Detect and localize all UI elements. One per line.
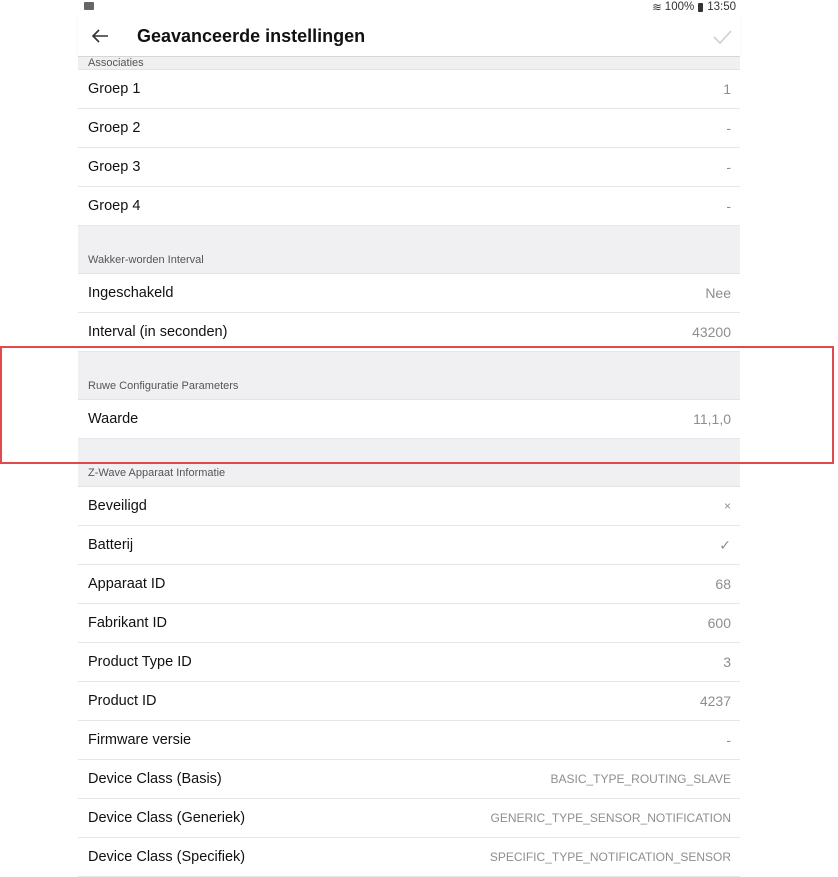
section-header-zwave-info (78, 439, 740, 487)
list-item-groep-1[interactable] (78, 70, 740, 109)
row-label: Device Class (Basis) (88, 771, 222, 787)
app-bar (78, 14, 740, 57)
row-value: - (726, 120, 731, 136)
list-item-device-class-specifiek[interactable] (78, 838, 740, 877)
row-label: Device Class (Specifiek) (88, 849, 246, 865)
clock: 13:50 (707, 1, 736, 13)
section-header-wakeup (78, 226, 740, 274)
row-value: 11,1,0 (693, 411, 731, 427)
list-item-batterij[interactable] (78, 526, 740, 565)
battery-percent: 100% (664, 1, 695, 13)
list-item-beveiligd[interactable] (78, 487, 740, 526)
row-value: 43200 (692, 324, 731, 340)
row-label: Product Type ID (88, 654, 192, 670)
list-item-ingeschakeld[interactable] (78, 274, 740, 313)
settings-list (78, 57, 740, 877)
row-label: Apparaat ID (88, 576, 166, 592)
row-label: Waarde (88, 411, 139, 427)
row-value: 1 (723, 81, 731, 97)
section-header-raw-config (78, 352, 740, 400)
notification-icon (84, 2, 94, 10)
section-title: Z-Wave Apparaat Informatie (88, 467, 226, 479)
check-icon (712, 29, 732, 45)
row-value: Nee (705, 285, 731, 301)
row-label: Groep 2 (88, 120, 141, 136)
row-label: Ingeschakeld (88, 285, 174, 301)
arrow-left-icon (91, 28, 109, 44)
row-label: Groep 1 (88, 81, 141, 97)
list-item-interval[interactable] (78, 313, 740, 352)
section-title: Associaties (88, 57, 144, 69)
row-value: - (726, 198, 731, 214)
row-label: Batterij (88, 537, 134, 553)
row-label: Firmware versie (88, 732, 192, 748)
row-label: Interval (in seconden) (88, 324, 228, 340)
row-label: Groep 4 (88, 198, 141, 214)
section-title: Ruwe Configuratie Parameters (88, 380, 239, 392)
back-button[interactable] (86, 22, 114, 50)
row-label: Groep 3 (88, 159, 141, 175)
row-value: - (726, 732, 731, 748)
status-bar (78, 0, 740, 14)
list-item-waarde[interactable] (78, 400, 740, 439)
list-item-fabrikant-id[interactable] (78, 604, 740, 643)
row-label: Device Class (Generiek) (88, 810, 246, 826)
list-item-device-class-generiek[interactable] (78, 799, 740, 838)
row-value: GENERIC_TYPE_SENSOR_NOTIFICATION (490, 811, 731, 825)
row-value: BASIC_TYPE_ROUTING_SLAVE (550, 772, 731, 786)
row-value: 4237 (699, 693, 731, 709)
list-item-groep-2[interactable] (78, 109, 740, 148)
row-label: Beveiligd (88, 498, 147, 514)
row-label: Product ID (88, 693, 157, 709)
list-item-groep-4[interactable] (78, 187, 740, 226)
battery-icon (698, 3, 703, 12)
section-header-associaties (78, 57, 740, 70)
check-icon: ✓ (719, 536, 731, 553)
list-item-groep-3[interactable] (78, 148, 740, 187)
list-item-firmware-versie[interactable] (78, 721, 740, 760)
row-value: SPECIFIC_TYPE_NOTIFICATION_SENSOR (489, 850, 731, 864)
cross-icon: × (723, 499, 731, 513)
wifi-icon: ≋ (652, 2, 662, 14)
section-title: Wakker-worden Interval (88, 254, 204, 266)
status-bar-right (652, 0, 736, 14)
row-label: Fabrikant ID (88, 615, 167, 631)
list-item-product-type-id[interactable] (78, 643, 740, 682)
list-item-apparaat-id[interactable] (78, 565, 740, 604)
row-value: 3 (723, 654, 731, 670)
row-value: 68 (715, 576, 731, 592)
list-item-product-id[interactable] (78, 682, 740, 721)
list-item-device-class-basis[interactable] (78, 760, 740, 799)
row-value: - (726, 159, 731, 175)
page-title: Geavanceerde instellingen (137, 26, 366, 46)
row-value: 600 (707, 615, 731, 631)
confirm-button[interactable] (708, 23, 736, 51)
